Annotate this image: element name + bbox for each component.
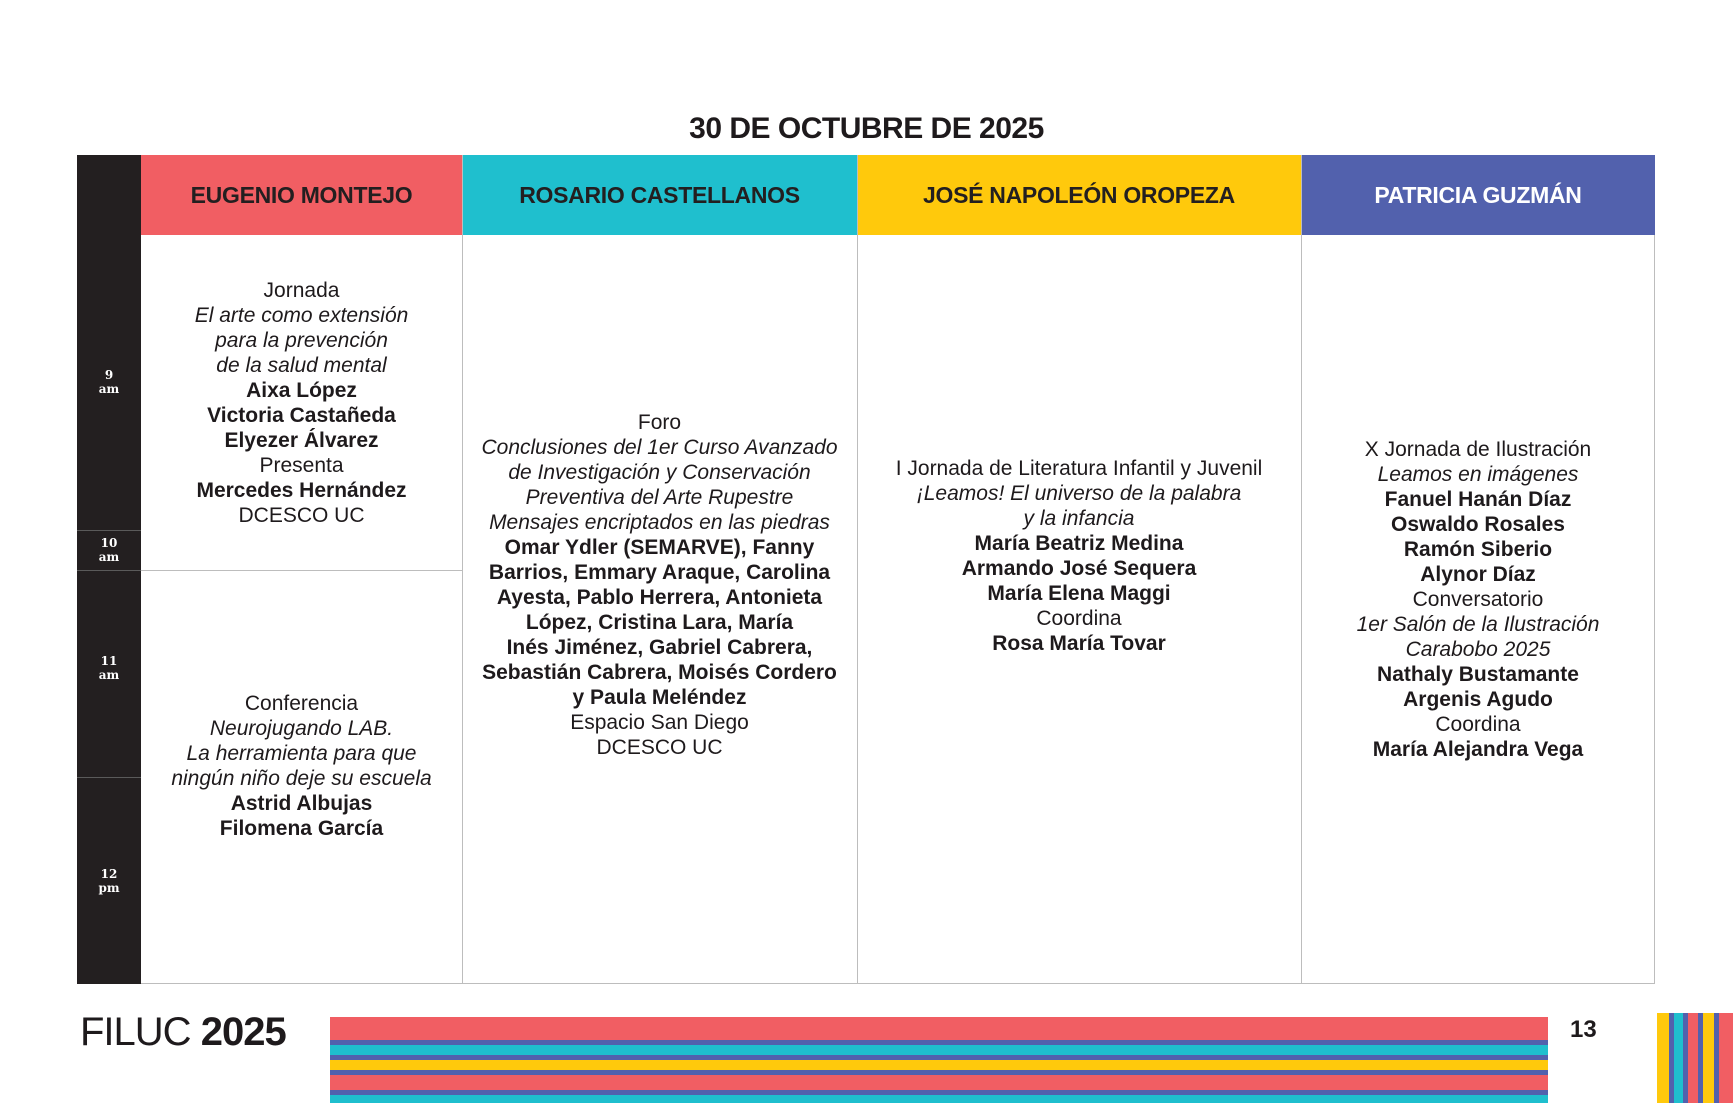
room-header-rosario-castellanos: ROSARIO CASTELLANOS — [462, 155, 857, 235]
speakers: y Paula Meléndez — [572, 686, 747, 709]
organizer: DCESCO UC — [238, 503, 365, 527]
speaker: Nathaly Bustamante — [1377, 662, 1579, 686]
time-label-11am: 11 am — [98, 654, 120, 682]
event-type: Conversatorio — [1412, 587, 1544, 611]
speaker: Armando José Sequera — [961, 556, 1197, 580]
role-label: Presenta — [259, 453, 344, 477]
event-title: para la prevención — [215, 328, 388, 352]
stripe — [1688, 1013, 1698, 1103]
event-card-foro-arte-rupestre — [462, 235, 857, 935]
speaker: Aixa López — [246, 378, 357, 402]
event-title: 1er Salón de la Ilustración — [1356, 612, 1600, 636]
room-header-jose-napoleon-oropeza: JOSÉ NAPOLEÓN OROPEZA — [857, 155, 1301, 235]
event-type: Jornada — [263, 278, 340, 302]
event-subtitle: Mensajes encriptados en las piedras — [489, 511, 830, 534]
event-type: I Jornada de Literatura Infantil y Juvenil — [895, 456, 1263, 480]
organizer: DCESCO UC — [596, 736, 723, 759]
event-title: ningún niño deje su escuela — [171, 767, 432, 790]
time-divider — [77, 530, 141, 531]
event-card-jornada-literatura-infantil — [857, 235, 1301, 876]
stripe — [330, 1055, 1548, 1060]
speakers: Sebastián Cabrera, Moisés Cordero — [482, 661, 837, 684]
event-title: de Investigación y Conservación — [508, 461, 811, 484]
speakers: Inés Jiménez, Gabriel Cabrera, — [506, 636, 813, 659]
time-axis — [77, 155, 141, 984]
time-label-9am: 9 am — [98, 368, 120, 396]
event-title: Neurojugando LAB. — [209, 717, 394, 740]
time-divider — [77, 570, 141, 571]
decorative-stripes — [330, 1017, 1548, 1103]
event-type: Foro — [637, 411, 682, 434]
event-title: y la infancia — [1023, 506, 1135, 530]
speakers: López, Cristina Lara, María — [525, 611, 794, 634]
page-title: 30 DE OCTUBRE DE 2025 — [689, 112, 1044, 145]
speaker: Victoria Castañeda — [207, 403, 396, 427]
event-card-jornada-ilustracion — [1301, 235, 1655, 963]
speaker: Filomena García — [219, 817, 384, 840]
stripe — [1703, 1013, 1714, 1103]
coordinator: Rosa María Tovar — [992, 631, 1166, 655]
stripe — [1719, 1013, 1733, 1103]
stripe — [1674, 1013, 1683, 1103]
event-card-jornada-arte — [141, 235, 462, 570]
event-title: Carabobo 2025 — [1405, 637, 1551, 661]
speakers: Ayesta, Pablo Herrera, Antonieta — [496, 586, 823, 609]
presenter: Mercedes Hernández — [196, 478, 407, 502]
coordinator: María Alejandra Vega — [1372, 737, 1584, 761]
stripe — [330, 1060, 1548, 1070]
stripe — [1683, 1013, 1688, 1103]
stripe — [330, 1095, 1548, 1103]
page-number: 13 — [1570, 1016, 1597, 1043]
speaker: Elyezer Álvarez — [224, 428, 379, 452]
event-title: Preventiva del Arte Rupestre — [525, 486, 794, 509]
stripe — [1657, 1013, 1669, 1103]
stripe — [1714, 1013, 1719, 1103]
event-title: ¡Leamos! El universo de la palabra — [916, 481, 1242, 505]
stripe — [330, 1017, 1548, 1040]
stripe — [1698, 1013, 1703, 1103]
venue: Espacio San Diego — [570, 711, 749, 734]
event-type: X Jornada de Ilustración — [1364, 437, 1592, 461]
event-title: de la salud mental — [216, 353, 387, 377]
role-label: Coordina — [1036, 606, 1122, 630]
time-divider — [77, 777, 141, 778]
speaker: Argenis Agudo — [1403, 687, 1553, 711]
footer-logo — [80, 1010, 286, 1055]
stripe — [330, 1075, 1548, 1090]
stripe — [330, 1090, 1548, 1095]
stripe — [330, 1045, 1548, 1055]
room-header-eugenio-montejo: EUGENIO MONTEJO — [141, 155, 462, 235]
speakers: Barrios, Emmary Araque, Carolina — [488, 561, 831, 584]
speakers: Omar Ydler (SEMARVE), Fanny — [504, 536, 815, 559]
stripe — [330, 1040, 1548, 1045]
event-title: El arte como extensión — [194, 303, 409, 327]
decorative-vertical-stripes — [1657, 1013, 1733, 1103]
stripe — [330, 1070, 1548, 1075]
room-header-patricia-guzman: PATRICIA GUZMÁN — [1301, 155, 1655, 235]
speaker: Fanuel Hanán Díaz — [1384, 487, 1572, 511]
footer-brand: FILUC — [80, 1010, 191, 1054]
speaker: Alynor Díaz — [1420, 562, 1536, 586]
speaker: Astrid Albujas — [230, 792, 373, 815]
footer-year: 2025 — [200, 1010, 286, 1054]
speaker: Ramón Siberio — [1403, 537, 1553, 561]
event-card-conferencia-neurojugando — [141, 571, 462, 984]
time-label-10am: 10 am — [98, 536, 120, 564]
speaker: Oswaldo Rosales — [1391, 512, 1565, 536]
time-label-12pm: 12 pm — [98, 867, 120, 895]
role-label: Coordina — [1435, 712, 1521, 736]
event-title: Conclusiones del 1er Curso Avanzado — [481, 436, 838, 459]
event-title: Leamos en imágenes — [1377, 462, 1579, 486]
speaker: María Elena Maggi — [987, 581, 1171, 605]
event-type: Conferencia — [244, 692, 359, 715]
stripe — [1669, 1013, 1674, 1103]
speaker: María Beatriz Medina — [974, 531, 1184, 555]
event-title: La herramienta para que — [186, 742, 417, 765]
